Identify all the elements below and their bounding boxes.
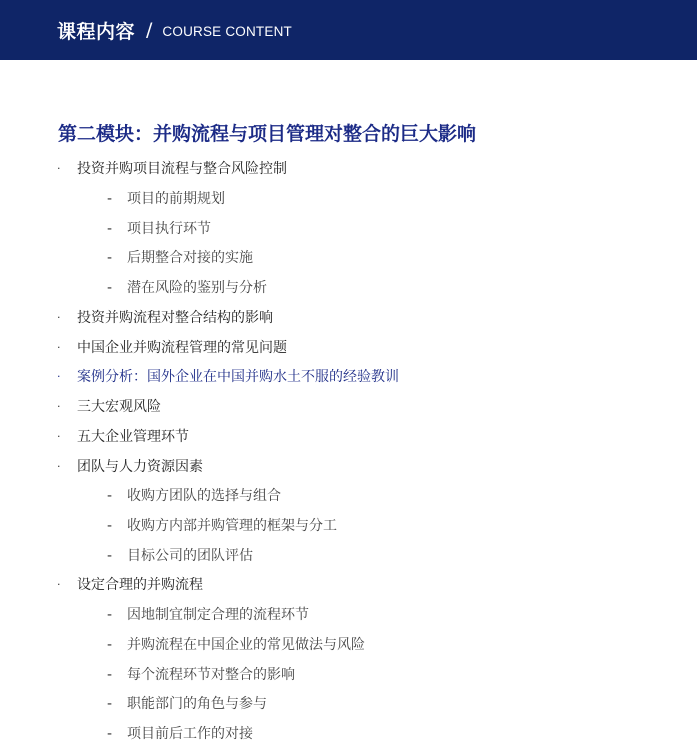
dash-marker: - (107, 221, 113, 237)
sub-list-item-label: 职能部门的角色与参与 (127, 696, 267, 712)
sub-list-item-label: 后期整合对接的实施 (127, 250, 253, 266)
sub-list-item-label: 收购方内部并购管理的框架与分工 (127, 518, 337, 534)
dash-marker: - (107, 191, 113, 207)
list-item-label: 三大宏观风险 (77, 399, 161, 415)
bullet-marker: · (57, 400, 61, 413)
sub-list-item-label: 项目的前期规划 (127, 191, 225, 207)
sub-list-item-label: 项目前后工作的对接 (127, 726, 253, 742)
dash-marker: - (107, 726, 113, 742)
sub-list-item-label: 项目执行环节 (127, 221, 211, 237)
bullet-marker: · (57, 341, 61, 354)
sub-list-item-label: 收购方团队的选择与组合 (127, 488, 281, 504)
header-subtitle: COURSE CONTENT (162, 24, 292, 39)
bullet-marker: · (57, 370, 61, 383)
list-item-label: 中国企业并购流程管理的常见问题 (77, 340, 287, 356)
dash-marker: - (107, 667, 113, 683)
header-separator: / (146, 19, 153, 41)
bullet-marker: · (57, 578, 61, 591)
header-bar (0, 0, 697, 60)
header-title: 课程内容 (57, 20, 136, 43)
bullet-marker: · (57, 430, 61, 443)
list-item-label: 团队与人力资源因素 (77, 459, 203, 475)
list-item-label: 案例分析：国外企业在中国并购水土不服的经验教训 (77, 369, 399, 385)
sub-list-item-label: 每个流程环节对整合的影响 (127, 667, 295, 683)
bullet-marker: · (57, 311, 61, 324)
sub-list-item-label: 目标公司的团队评估 (127, 548, 253, 564)
list-item-label: 投资并购流程对整合结构的影响 (77, 310, 273, 326)
dash-marker: - (107, 488, 113, 504)
bullet-marker: · (57, 460, 61, 473)
list-item-label: 五大企业管理环节 (77, 429, 189, 445)
dash-marker: - (107, 280, 113, 296)
sub-list-item-label: 潜在风险的鉴别与分析 (127, 280, 267, 296)
list-item-label: 投资并购项目流程与整合风险控制 (77, 161, 287, 177)
dash-marker: - (107, 696, 113, 712)
sub-list-item-label: 因地制宜制定合理的流程环节 (127, 607, 309, 623)
dash-marker: - (107, 637, 113, 653)
sub-list-item-label: 并购流程在中国企业的常见做法与风险 (127, 637, 365, 653)
module-title: 第二模块：并购流程与项目管理对整合的巨大影响 (58, 123, 477, 145)
dash-marker: - (107, 250, 113, 266)
bullet-marker: · (57, 162, 61, 175)
list-item-label: 设定合理的并购流程 (77, 577, 203, 593)
dash-marker: - (107, 548, 113, 564)
dash-marker: - (107, 518, 113, 534)
dash-marker: - (107, 607, 113, 623)
